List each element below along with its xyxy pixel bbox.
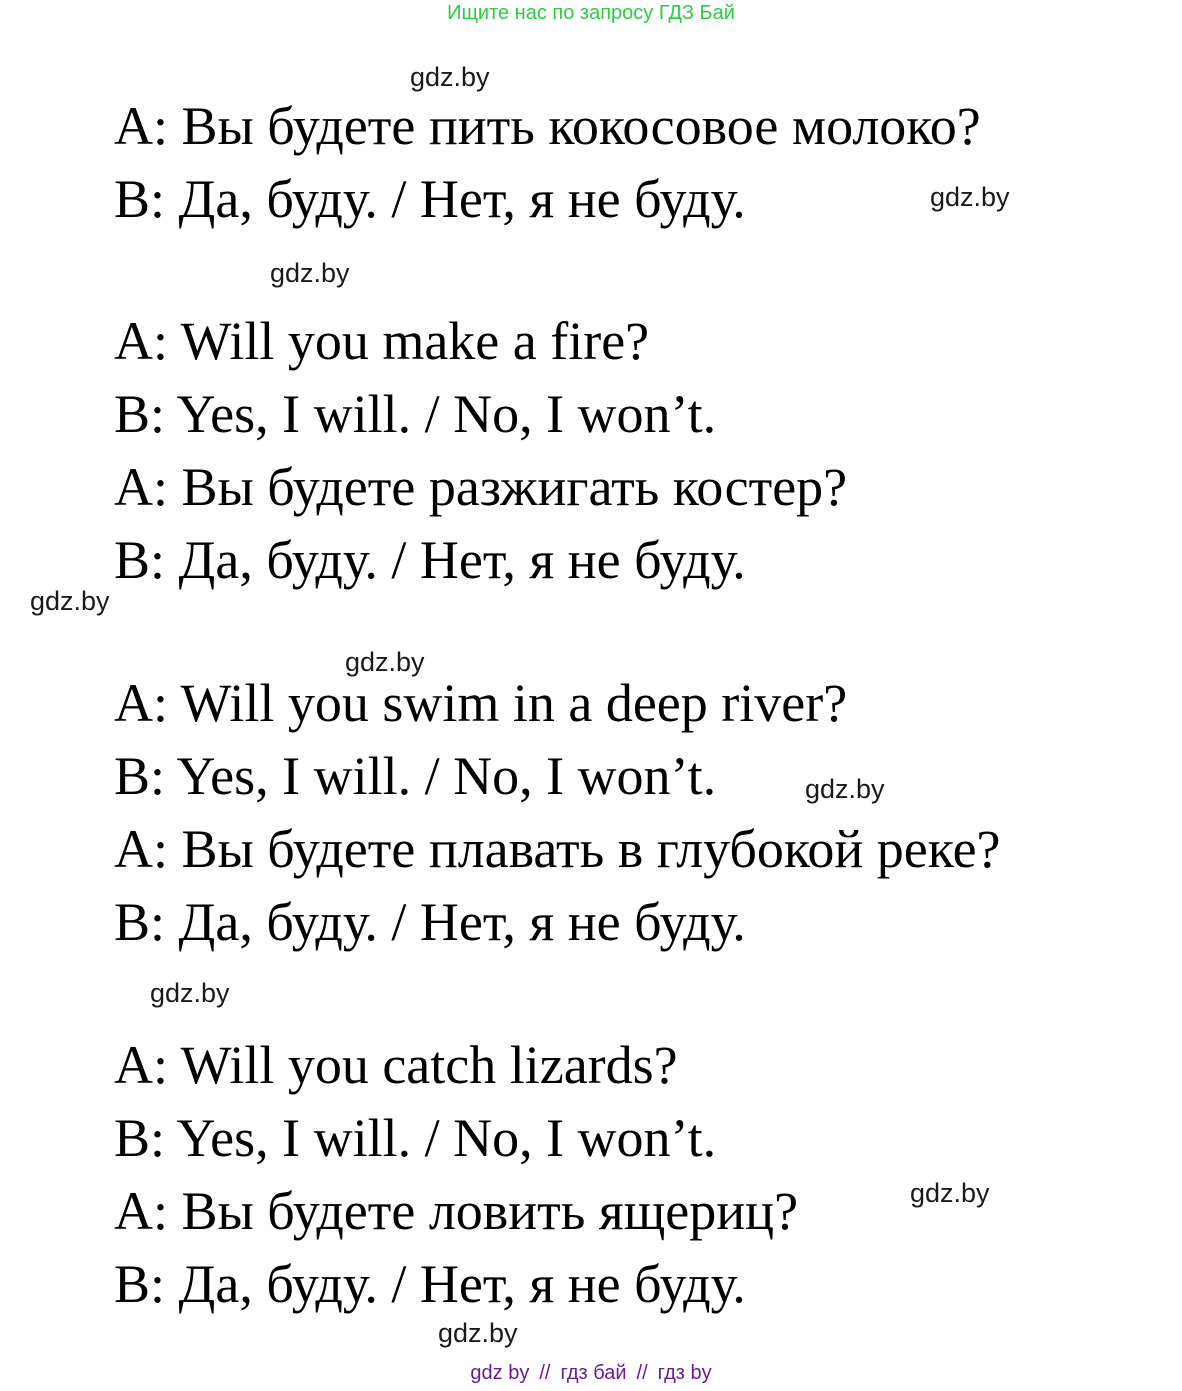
header-search-hint[interactable]: Ищите нас по запросу ГДЗ Бай bbox=[447, 2, 735, 24]
dialogue-line: A: Вы будете пить кокосовое молоко? bbox=[114, 96, 981, 156]
dialogue-line: B: Yes, I will. / No, I won’t. bbox=[114, 1108, 717, 1168]
watermark: gdz.by bbox=[930, 182, 1010, 212]
dialogue-line: A: Will you catch lizards? bbox=[114, 1035, 678, 1095]
dialogue-line: B: Yes, I will. / No, I won’t. bbox=[114, 384, 717, 444]
footer-link[interactable]: гдз бай bbox=[560, 1362, 627, 1384]
dialogue-line: B: Да, буду. / Нет, я не буду. bbox=[114, 1254, 746, 1314]
watermark: gdz.by bbox=[150, 978, 230, 1008]
watermark: gdz.by bbox=[30, 586, 110, 616]
footer-separator: // bbox=[539, 1362, 551, 1384]
watermark: gdz.by bbox=[410, 62, 490, 92]
footer-links bbox=[0, 1362, 1182, 1385]
watermark: gdz.by bbox=[345, 647, 425, 677]
watermark: gdz.by bbox=[805, 774, 885, 804]
footer-link[interactable]: gdz by bbox=[470, 1362, 530, 1384]
watermark: gdz.by bbox=[438, 1318, 518, 1348]
dialogue-line: B: Да, буду. / Нет, я не буду. bbox=[114, 169, 746, 229]
dialogue-line: A: Вы будете ловить ящериц? bbox=[114, 1181, 799, 1241]
watermark: gdz.by bbox=[270, 258, 350, 288]
dialogue-line: B: Yes, I will. / No, I won’t. bbox=[114, 746, 717, 806]
dialogue-line: A: Will you make a fire? bbox=[114, 311, 650, 371]
dialogue-line: B: Да, буду. / Нет, я не буду. bbox=[114, 892, 746, 952]
dialogue-line: B: Да, буду. / Нет, я не буду. bbox=[114, 530, 746, 590]
footer-separator: // bbox=[636, 1362, 648, 1384]
dialogue-line: A: Вы будете разжигать костер? bbox=[114, 457, 848, 517]
dialogue-line: A: Will you swim in a deep river? bbox=[114, 673, 848, 733]
footer-link[interactable]: гдз by bbox=[657, 1362, 712, 1384]
dialogue-line: A: Вы будете плавать в глубокой реке? bbox=[114, 819, 1001, 879]
watermark: gdz.by bbox=[910, 1178, 990, 1208]
